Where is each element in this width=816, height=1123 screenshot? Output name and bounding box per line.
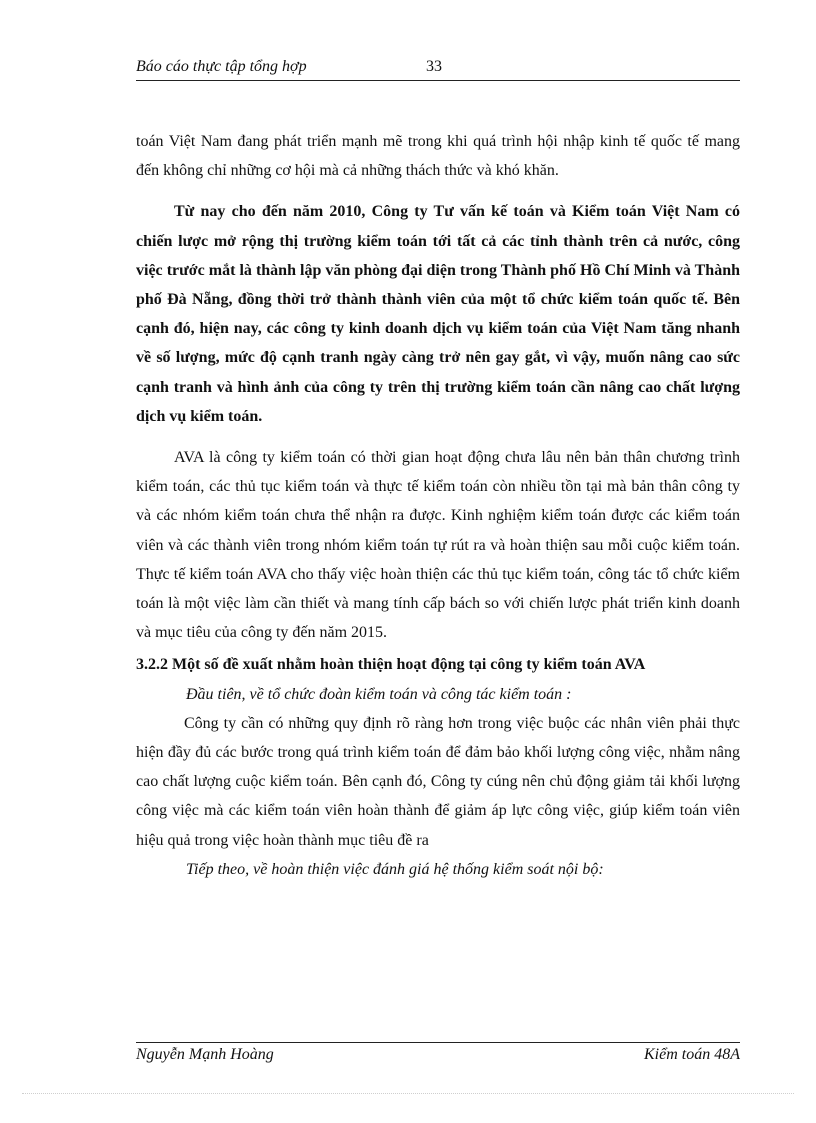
page-footer — [136, 1042, 740, 1069]
paragraph-ava-overview: AVA là công ty kiểm toán có thời gian hoạt động chưa lâu nên bản thân chương trình kiểm toán, các thủ tục kiểm toán và thực tế kiểm toán còn nhiều tồn tại mà bản thân công ty và các nhóm kiểm toán chưa thể nhận ra được. Kinh nghiệm kiểm toán được các kiểm toán viên và các thành viên trong nhóm kiểm toán tự rút ra và hoàn thiện sau mỗi cuộc kiểm toán. Thực tế kiểm toán AVA cho thấy việc hoàn thiện các thủ tục kiểm toán, công tác tổ chức kiểm toán là một việc làm cần thiết và mang tính cấp bách so với chiến lược phát triển kinh doanh và mục tiêu của công ty đến năm 2015. — [136, 449, 740, 642]
footer-class: Kiểm toán 48A — [644, 1046, 740, 1063]
paragraph-strategy: Từ nay cho đến năm 2010, Công ty Tư vấn kế toán và Kiểm toán Việt Nam có chiến lược mở rộng thị trường kiểm toán tới tất cả các tỉnh thành trên cả nước, công việc trước mắt là thành lập văn phòng đại diện trong Thành phố Hồ Chí Minh và Thành phố Đà Nẵng, đồng thời trở thành thành viên của một tổ chức kiểm toán quốc tế. Bên cạnh đó, hiện nay, các công ty kinh doanh dịch vụ kiểm toán của Việt Nam tăng nhanh về số lượng, mức độ cạnh tranh ngày càng trở nên gay gắt, vì vậy, muốn nâng cao sức cạnh tranh và hình ảnh của công ty trên thị trường kiểm toán cần nâng cao chất lượng dịch vụ kiểm toán. — [136, 203, 740, 425]
document-body — [136, 127, 740, 884]
paragraph-continuation: toán Việt Nam đang phát triển mạnh mẽ trong khi quá trình hội nhập kinh tế quốc tế mang đến không chỉ những cơ hội mà cả những thách thức và khó khăn. — [136, 133, 740, 180]
subheading-organization: Đầu tiên, về tổ chức đoàn kiểm toán và công tác kiểm toán : — [186, 685, 572, 703]
page-header — [136, 56, 740, 81]
section-heading: 3.2.2 Một số đề xuất nhằm hoàn thiện hoạt động tại công ty kiểm toán AVA — [136, 656, 646, 674]
header-title: Báo cáo thực tập tổng hợp — [136, 58, 307, 75]
paragraph-proposal: Công ty cần có những quy định rõ ràng hơn trong việc buộc các nhân viên phải thực hiện đầy đủ các bước trong quá trình kiểm toán để đảm bảo khối lượng công việc, nhằm nâng cao chất lượng cuộc kiểm toán. Bên cạnh đó, Công ty cúng nên chủ động giảm tải khối lượng công việc mà các kiểm toán viên hoàn thành để giảm áp lực công việc, giúp kiểm toán viên hiệu quả trong việc hoàn thành mục tiêu đề ra — [136, 714, 740, 849]
page-number: 33 — [426, 58, 442, 75]
subheading-internal-control: Tiếp theo, về hoàn thiện việc đánh giá hệ thống kiểm soát nội bộ: — [186, 860, 604, 878]
footer-author: Nguyễn Mạnh Hoàng — [136, 1046, 274, 1063]
page-bottom-divider — [22, 1093, 794, 1094]
